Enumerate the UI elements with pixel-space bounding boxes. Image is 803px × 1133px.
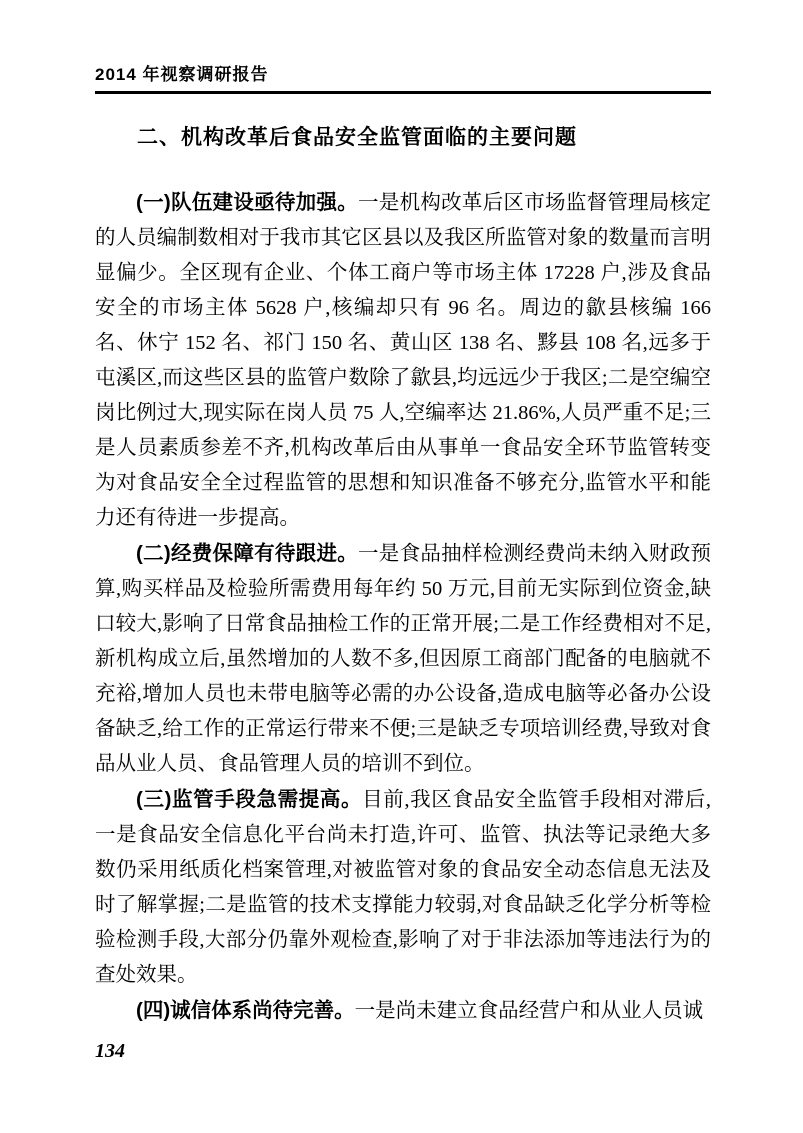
paragraph-team-building-lead: (一)队伍建设亟待加强。: [136, 191, 359, 214]
paragraph-supervision-methods: [95, 782, 711, 993]
page-content: [95, 63, 711, 1029]
paragraph-funding-text: 一是食品抽样检测经费尚未纳入财政预算,购买样品及检验所需费用每年约 50 万元,目前无实际到位资金,缺口较大,影响了日常食品抽检工作的正常开展;二是工作经费相对不足,新机构成立后,虽然增加的人数不多,但因原工商部门配备的电脑就不充裕,增加人员也未带电脑等必需的办公设备,造成电脑等必备办公设备缺乏,给工作的正常运行带来不便;三是缺乏专项培训经费,导致对食品从业人员、食品管理人员的培训不到位。: [95, 543, 711, 775]
paragraph-team-building: [95, 185, 711, 536]
paragraph-supervision-methods-lead: (三)监管手段急需提高。: [136, 788, 363, 811]
report-title: 2014 年视察调研报告: [95, 65, 269, 84]
header-rule: [95, 91, 711, 94]
running-header: [95, 63, 711, 87]
paragraph-funding-lead: (二)经费保障有待跟进。: [136, 542, 359, 565]
paragraph-credit-system-text: 一是尚未建立食品经营户和从业人员诚: [354, 1000, 704, 1022]
paragraph-funding: [95, 536, 711, 782]
paragraph-credit-system: [95, 993, 711, 1029]
page-number: 134: [95, 1040, 125, 1062]
paragraph-team-building-text: 一是机构改革后区市场监督管理局核定的人员编制数相对于我市其它区县以及我区所监管对象的数量而言明显偏少。全区现有企业、个体工商户等市场主体 17228 户,涉及食品安全的市场主体 5628 户,核编却只有 96 名。周边的歙县核编 166 名、休宁 152 名、祁门 150 名、黄山区 138 名、黟县 108 名,远多于屯溪区,而这些区县的监管户数除了歙县,均远远少于我区;二是空编空岗比例过大,现实际在岗人员 75 人,空编率达 21.86%,人员严重不足;三是人员素质参差不齐,机构改革后由从事单一食品安全环节监管转变为对食品安全全过程监管的思想和知识准备不够充分,监管水平和能力还有待进一步提高。: [95, 192, 711, 529]
section-heading: 二、机构改革后食品安全监管面临的主要问题: [137, 126, 577, 149]
paragraph-supervision-methods-text: 目前,我区食品安全监管手段相对滞后,一是食品安全信息化平台尚未打造,许可、监管、执法等记录绝大多数仍采用纸质化档案管理,对被监管对象的食品安全动态信息无法及时了解掌握;二是监管的技术支撑能力较弱,对食品缺乏化学分析等检验检测手段,大部分仍靠外观检查,影响了对于非法添加等违法行为的查处效果。: [95, 789, 711, 986]
paragraph-credit-system-lead: (四)诚信体系尚待完善。: [136, 999, 355, 1022]
